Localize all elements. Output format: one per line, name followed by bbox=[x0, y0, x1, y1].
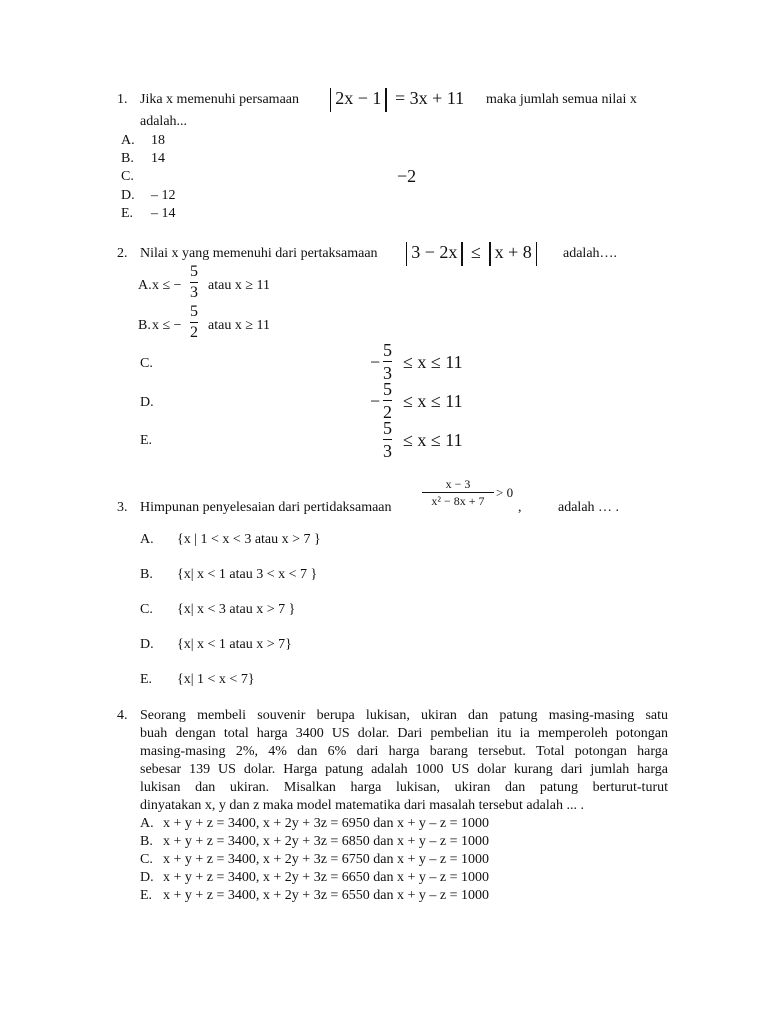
denominator: 2 bbox=[190, 324, 198, 341]
question-1-stem: Jika x memenuhi persamaan bbox=[140, 92, 300, 107]
abs-bar-right bbox=[385, 88, 386, 112]
q2-option-b-post: atau x ≥ 11 bbox=[208, 318, 270, 333]
q2-option-a-pre: x ≤ − bbox=[152, 278, 182, 293]
q4-option-c-text: x + y + z = 3400, x + 2y + 3z = 6750 dan x + y – z = 1000 bbox=[163, 852, 490, 867]
q1-option-c-text: −2 bbox=[397, 166, 417, 186]
q1-option-d-text: – 12 bbox=[151, 188, 176, 203]
q3-option-b-label: B. bbox=[140, 567, 153, 582]
equation-rhs: = 3x + 11 bbox=[395, 88, 465, 109]
fraction-line bbox=[383, 439, 392, 440]
q2-option-e-fraction bbox=[383, 419, 392, 460]
paragraph-line: sebesar 139 US dolar. Harga patung adalah 1000 US dolar kurang dari jumlah harga bbox=[140, 762, 668, 777]
denominator: 3 bbox=[190, 284, 198, 301]
q3-option-b-text: {x| x < 1 atau 3 < x < 7 } bbox=[177, 567, 318, 582]
q4-option-b-text: x + y + z = 3400, x + 2y + 3z = 6850 dan x + y – z = 1000 bbox=[163, 834, 490, 849]
q4-option-a-text: x + y + z = 3400, x + 2y + 3z = 6950 dan x + y – z = 1000 bbox=[163, 816, 490, 831]
q3-option-a-text: {x | 1 < x < 3 atau x > 7 } bbox=[177, 532, 321, 547]
question-1-stem-line2: adalah... bbox=[140, 114, 188, 129]
question-3-stem: Himpunan penyelesaian dari pertidaksamaan bbox=[140, 500, 392, 515]
q3-option-d-text: {x| x < 1 atau x > 7} bbox=[177, 637, 292, 652]
q1-option-d-label: D. bbox=[121, 188, 135, 203]
q1-option-e-text: – 14 bbox=[151, 206, 176, 221]
q1-option-e-label: E. bbox=[121, 206, 134, 221]
fraction-line bbox=[383, 400, 392, 401]
fraction-line bbox=[190, 322, 198, 323]
fraction-line bbox=[383, 361, 392, 362]
abs-bar-right bbox=[461, 242, 462, 266]
question-2-number: 2. bbox=[117, 246, 128, 261]
q3-option-c-label: C. bbox=[140, 602, 153, 617]
question-1-equation bbox=[326, 88, 464, 112]
denominator: 3 bbox=[383, 363, 392, 383]
abs-bar-left bbox=[406, 242, 407, 266]
question-2-stem: Nilai x yang memenuhi dari pertaksamaan bbox=[140, 246, 378, 261]
question-1-stem-end: maka jumlah semua nilai x bbox=[486, 92, 637, 107]
question-3-number: 3. bbox=[117, 500, 128, 515]
question-1-number: 1. bbox=[117, 92, 128, 107]
question-4-paragraph bbox=[140, 707, 668, 815]
numerator: 5 bbox=[383, 418, 392, 438]
q1-option-b-label: B. bbox=[121, 151, 134, 166]
fraction-line bbox=[422, 492, 494, 493]
paragraph-line: Seorang membeli souvenir berupa lukisan, ukiran dan patung masing-masing satu bbox=[140, 708, 668, 723]
question-2-inequality bbox=[402, 242, 541, 266]
abs-expression: 2x − 1 bbox=[335, 88, 382, 109]
q4-option-e-text: x + y + z = 3400, x + 2y + 3z = 6550 dan x + y – z = 1000 bbox=[163, 888, 490, 903]
denominator: x² − 8x + 7 bbox=[431, 494, 485, 508]
q1-option-a-text: 18 bbox=[151, 133, 165, 148]
q4-option-d-text: x + y + z = 3400, x + 2y + 3z = 6650 dan x + y – z = 1000 bbox=[163, 870, 490, 885]
q4-option-e-label: E. bbox=[140, 888, 153, 903]
numerator: 5 bbox=[383, 379, 392, 399]
numerator: x − 3 bbox=[445, 477, 471, 491]
q2-option-b-pre: x ≤ − bbox=[152, 318, 182, 333]
q4-option-d-label: D. bbox=[140, 870, 154, 885]
question-4-number: 4. bbox=[117, 708, 128, 723]
numerator: 5 bbox=[383, 340, 392, 360]
q2-option-c-sign: − bbox=[370, 352, 381, 372]
question-3-comma: , bbox=[518, 500, 522, 515]
paragraph-line: masing-masing 2%, 4% dan 6% dari harga barang tersebut. Total potongan harga bbox=[140, 744, 668, 759]
paragraph-line: buah dengan total harga 3400 US dolar. Dari pembelian itu ia memperoleh potongan bbox=[140, 726, 668, 741]
q2-option-b-label: B. bbox=[138, 318, 151, 333]
question-3-fraction bbox=[422, 478, 494, 507]
abs-expression-2: x + 8 bbox=[494, 242, 532, 263]
q2-option-a-label: A. bbox=[138, 278, 152, 293]
q3-option-e-text: {x| 1 < x < 7} bbox=[177, 672, 255, 687]
abs-bar-left bbox=[330, 88, 331, 112]
q2-option-a-post: atau x ≥ 11 bbox=[208, 278, 270, 293]
q4-option-c-label: C. bbox=[140, 852, 153, 867]
q2-option-c-fraction bbox=[383, 341, 392, 382]
denominator: 3 bbox=[383, 441, 392, 461]
q3-option-d-label: D. bbox=[140, 637, 154, 652]
q2-option-d-sign: − bbox=[370, 391, 381, 411]
q3-option-e-label: E. bbox=[140, 672, 153, 687]
q1-option-b-text: 14 bbox=[151, 151, 165, 166]
q3-option-a-label: A. bbox=[140, 532, 154, 547]
q1-option-a-label: A. bbox=[121, 133, 135, 148]
q2-option-b-fraction bbox=[190, 304, 198, 341]
question-2-stem-end: adalah…. bbox=[563, 246, 618, 261]
q2-option-c-label: C. bbox=[140, 356, 153, 371]
q2-option-d-post: ≤ x ≤ 11 bbox=[403, 391, 463, 411]
numerator: 5 bbox=[190, 263, 198, 280]
q1-option-c-label: C. bbox=[121, 169, 134, 184]
q4-option-b-label: B. bbox=[140, 834, 153, 849]
q2-option-a-fraction bbox=[190, 264, 198, 301]
question-3-stem-end: adalah … . bbox=[558, 500, 620, 515]
fraction-line bbox=[190, 282, 198, 283]
denominator: 2 bbox=[383, 402, 392, 422]
question-3-gt: > 0 bbox=[496, 485, 514, 500]
q3-option-c-text: {x| x < 3 atau x > 7 } bbox=[177, 602, 296, 617]
le-sign: ≤ bbox=[471, 242, 481, 263]
q2-option-e-label: E. bbox=[140, 433, 153, 448]
abs-bar-right-2 bbox=[536, 242, 537, 266]
abs-expression-1: 3 − 2x bbox=[411, 242, 458, 263]
abs-bar-left-2 bbox=[489, 242, 490, 266]
q2-option-e-post: ≤ x ≤ 11 bbox=[403, 430, 463, 450]
numerator: 5 bbox=[190, 303, 198, 320]
q4-option-a-label: A. bbox=[140, 816, 154, 831]
q2-option-c-post: ≤ x ≤ 11 bbox=[403, 352, 463, 372]
paragraph-line: dinyatakan x, y dan z maka model matematika dari masalah tersebut adalah ... . bbox=[140, 798, 584, 813]
paragraph-line: lukisan dan ukiran. Misalkan harga lukisan, ukiran dan patung berturut-turut bbox=[140, 780, 668, 795]
q2-option-d-label: D. bbox=[140, 395, 154, 410]
q2-option-d-fraction bbox=[383, 380, 392, 421]
